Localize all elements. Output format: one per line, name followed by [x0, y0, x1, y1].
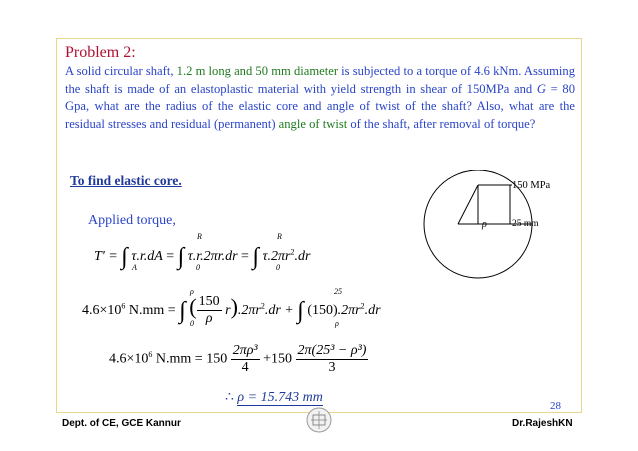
eq3-lhs-sup: 6	[148, 350, 153, 360]
eq2-lhs-sup: 6	[121, 301, 126, 311]
problem-statement	[65, 63, 575, 133]
eq3-den1: 4	[241, 360, 249, 375]
result-line	[225, 389, 323, 406]
eq1-term1: τ.r.dA	[131, 249, 163, 264]
eq2-end: .2πr	[337, 303, 361, 318]
eq3-num1: 2πρ³	[232, 343, 258, 358]
stress-label: 150 MPa	[512, 180, 551, 191]
eq2-end-sup: 2	[360, 301, 365, 311]
problem-text-3: is subjected to a torque of 4.6 kNm. Assuming the shaft is made of an elastoplastic material with yield strength in shear of 150MPa and	[65, 64, 575, 96]
eq3-plus: +150	[263, 351, 293, 367]
eq2-end-dr: .dr	[364, 303, 381, 318]
result-value: ρ = 15.743 mm	[237, 390, 323, 405]
eq3-den2: 3	[328, 360, 336, 375]
equation-3	[109, 343, 368, 376]
integral-sign: ∫	[297, 298, 304, 324]
eq3-fraction-1	[231, 343, 260, 376]
eq3-fraction-2	[296, 343, 369, 376]
eq1-limit-02: 0	[276, 263, 280, 272]
applied-torque-label: Applied torque,	[88, 213, 176, 228]
eq2-mid: .2πr	[237, 303, 261, 318]
problem-text-2: 1.2 m long and 50 mm diameter	[176, 64, 339, 78]
eq1-equals-1: =	[166, 249, 175, 264]
problem-text-6: angle of twist	[278, 116, 348, 131]
eq2-r: r	[225, 303, 231, 318]
eq2-lhs: 4.6×10	[82, 303, 122, 318]
paren-close: )	[230, 294, 238, 319]
eq1-lhs: T' =	[94, 249, 118, 264]
eq2-val: (150)	[307, 303, 338, 318]
eq1-limit-A: A	[132, 263, 137, 272]
page-number: 28	[550, 400, 561, 412]
problem-text-4: G	[536, 81, 546, 96]
eq2-lower-2: ρ	[335, 319, 339, 328]
eq3-lhs-unit: N.mm = 150	[152, 351, 228, 367]
elastic-stress-line	[458, 185, 478, 224]
section-heading: To find elastic core.	[70, 173, 182, 188]
eq2-den: ρ	[205, 311, 213, 327]
eq3-lhs: 4.6×10	[109, 351, 149, 367]
problem-text-7: of the shaft, after removal of torque?	[347, 116, 536, 131]
eq1-term3-end: .dr	[294, 249, 311, 264]
rho-label: ρ	[482, 219, 487, 230]
college-logo-icon	[304, 405, 334, 435]
eq1-term3: τ.2πr	[262, 249, 291, 264]
eq3-num2: 2π(25³ − ρ³)	[297, 343, 367, 358]
integral-sign: ∫	[177, 244, 185, 270]
eq1-limit-R2: R	[277, 232, 282, 241]
integral-sign: ∫	[252, 244, 260, 270]
eq2-lhs-unit: N.mm =	[125, 303, 176, 318]
therefore-symbol: ∴	[225, 390, 234, 405]
integral-sign: ∫	[179, 298, 186, 324]
eq2-upper-1: ρ	[190, 287, 194, 296]
problem-text-5: = 80 Gpa, what are the radius of the elastic core and angle of twist of the shaft? Also, what are the residual stresses and residual (permanent)	[65, 81, 575, 131]
radius-label: 25 mm	[512, 219, 539, 229]
paren-open: (	[189, 294, 197, 319]
eq1-limit-R1: R	[197, 232, 202, 241]
eq2-mid-end: .dr +	[264, 303, 294, 318]
eq2-num: 150	[198, 294, 220, 310]
footer-author: Dr.RajeshKN	[512, 418, 573, 429]
eq1-equals-2: =	[241, 249, 249, 264]
slide-title: Problem 2:	[65, 44, 136, 61]
eq1-term3-sup: 2	[290, 247, 295, 257]
eq2-fraction	[197, 294, 222, 327]
footer-department: Dept. of CE, GCE Kannur	[62, 418, 181, 429]
eq2-lower-1: 0	[190, 319, 194, 328]
eq2-upper-2: 25	[334, 287, 342, 296]
problem-text-1: A solid circular shaft,	[65, 64, 177, 78]
eq1-limit-01: 0	[196, 263, 200, 272]
eq2-mid-sup: 2	[260, 301, 265, 311]
integral-sign: ∫	[121, 244, 128, 270]
eq1-term2: τ.r.2πr.dr	[187, 249, 238, 264]
